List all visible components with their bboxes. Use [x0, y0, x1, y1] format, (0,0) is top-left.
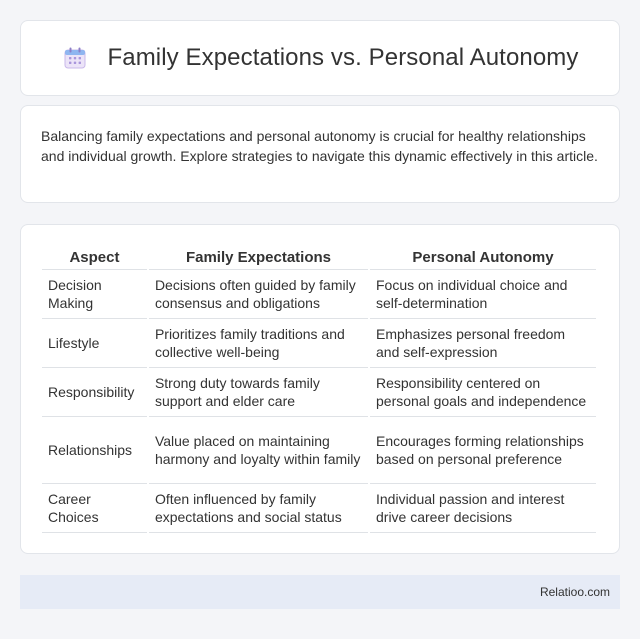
title-wrap — [62, 44, 579, 72]
table-cell-aspect: Responsibility — [42, 368, 147, 417]
intro-card — [20, 105, 620, 203]
column-header-personal-autonomy: Personal Autonomy — [370, 245, 596, 270]
page-title: Family Expectations vs. Personal Autonomy — [107, 44, 579, 71]
table-cell-autonomy: Responsibility centered on personal goals and independence — [370, 368, 596, 417]
table-cell-autonomy: Focus on individual choice and self-determination — [370, 270, 596, 319]
table-cell-autonomy: Emphasizes personal freedom and self-expression — [370, 319, 596, 368]
footer — [20, 575, 620, 609]
table-cell-aspect: Career Choices — [42, 484, 147, 533]
comparison-table-card — [20, 224, 620, 554]
column-header-aspect: Aspect — [42, 245, 147, 270]
table-row — [42, 270, 596, 319]
calendar-icon — [62, 45, 88, 71]
table-cell-aspect: Decision Making — [42, 270, 147, 319]
table-cell-aspect: Relationships — [42, 417, 147, 484]
table-row — [42, 368, 596, 417]
table-cell-family: Prioritizes family traditions and collective well-being — [149, 319, 368, 368]
table-row — [42, 319, 596, 368]
table-cell-autonomy: Encourages forming relationships based on personal preference — [370, 417, 596, 484]
table-cell-aspect: Lifestyle — [42, 319, 147, 368]
table-row — [42, 484, 596, 533]
column-header-family-expectations: Family Expectations — [149, 245, 368, 270]
table-cell-family: Value placed on maintaining harmony and loyalty within family — [149, 417, 368, 484]
table-cell-autonomy: Individual passion and interest drive career decisions — [370, 484, 596, 533]
table-cell-family: Strong duty towards family support and elder care — [149, 368, 368, 417]
table-cell-family: Often influenced by family expectations and social status — [149, 484, 368, 533]
table-cell-family: Decisions often guided by family consensus and obligations — [149, 270, 368, 319]
table-header-row — [42, 245, 596, 270]
table-row — [42, 417, 596, 484]
intro-text: Balancing family expectations and personal autonomy is crucial for healthy relationships and individual growth. Explore strategies to navigate this dynamic effectively in this article. — [41, 128, 598, 164]
footer-site-link[interactable]: Relatioo.com — [539, 585, 610, 599]
comparison-table — [40, 245, 598, 533]
header-card — [20, 20, 620, 96]
